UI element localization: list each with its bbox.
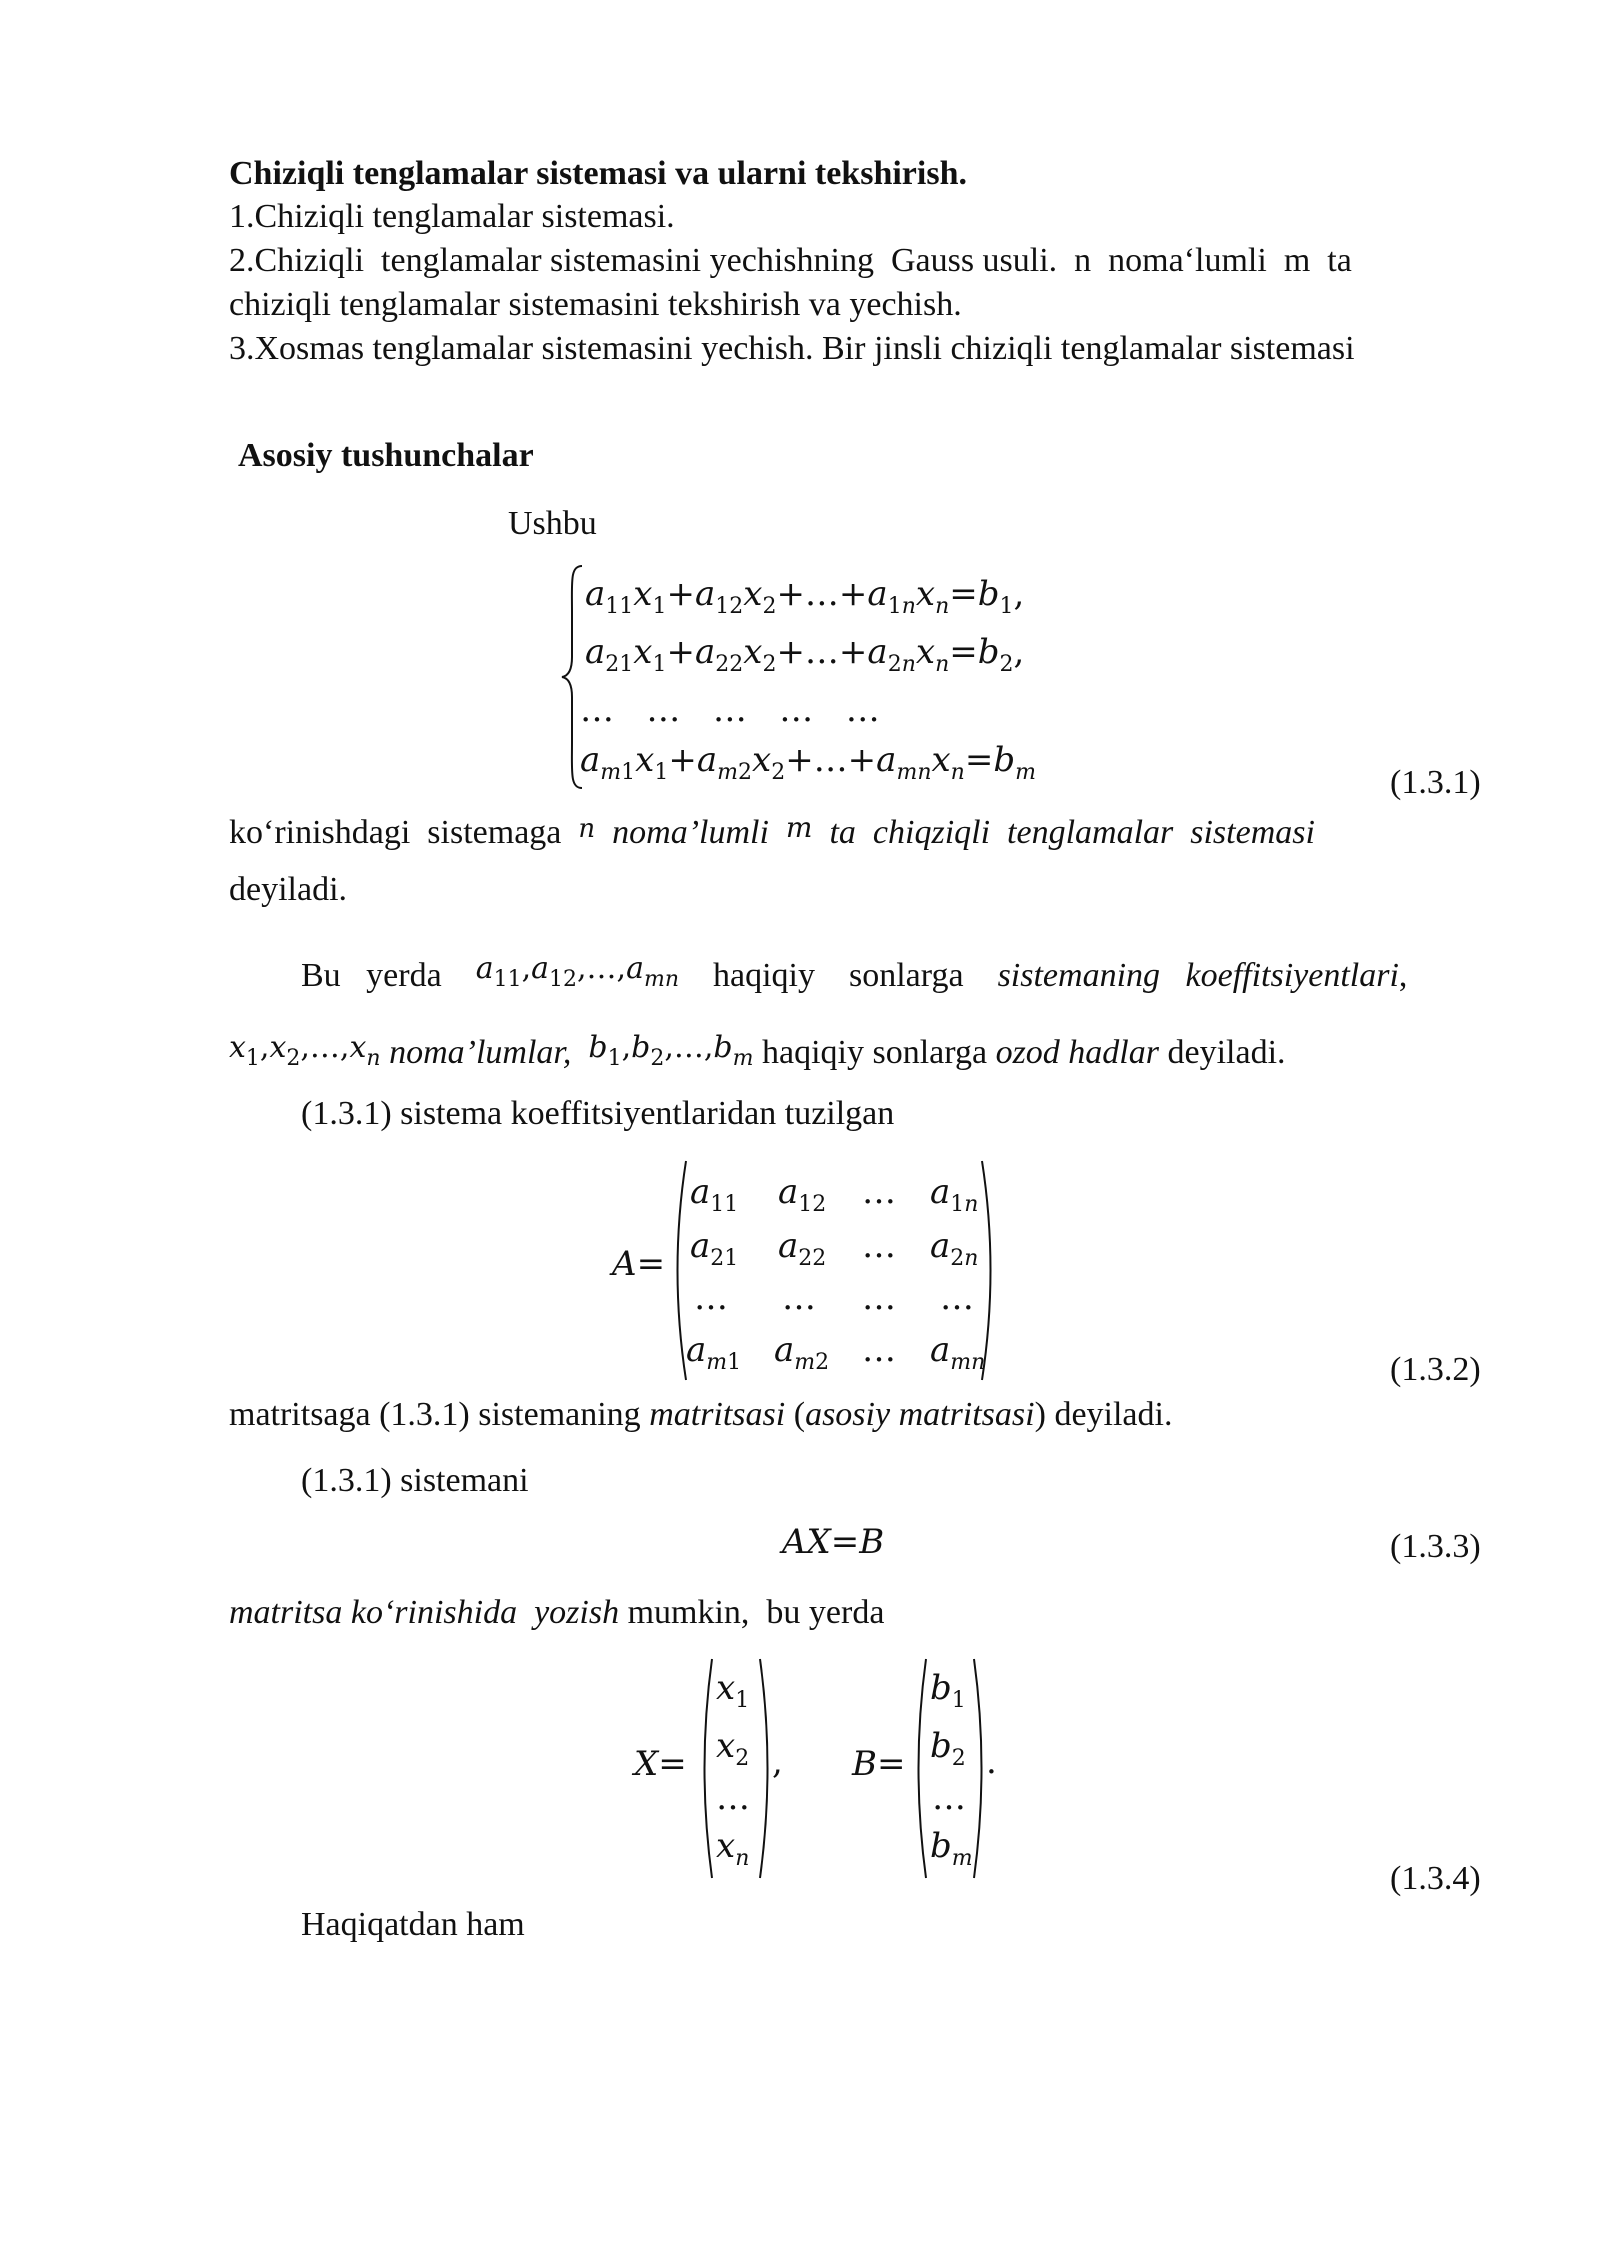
p4-text-a: matritsaga (1.3.1) sistemaning (229, 1396, 641, 1433)
unknowns-list: $x_1,x_2,\dots,x_n$ (229, 1030, 381, 1071)
vector-b-2: $b_2$ (930, 1726, 966, 1771)
p4-text-b: matritsasi (649, 1396, 786, 1433)
system-row-2: $a_{21}x_1+a_{22}x_2+\dots+a_{2n}x_n=b_2$, (585, 632, 1025, 677)
equation-ax-b: AX=B (782, 1522, 885, 1562)
matrix-a-row-1: $a_{11}$ (690, 1172, 739, 1217)
p1-text-b: noma’lumli (612, 814, 769, 851)
matrix-a-cell-12: $a_{12}$ (778, 1172, 827, 1217)
vector-x-n: $x_n$ (716, 1826, 750, 1871)
matrix-a-cell-2n: $a_{2n}$ (930, 1226, 979, 1271)
matrix-a-cell-1n: $a_{1n}$ (930, 1172, 979, 1217)
coeff-list: $a_{11},a_{12},\dots,a_{mn}$ (475, 951, 680, 992)
p2-text-b: haqiqiy sonlarga (713, 957, 964, 994)
vector-b-m: $b_m$ (930, 1826, 973, 1871)
ushbu-text: Ushbu (508, 505, 597, 542)
matrix-a-cell-m2: $a_{m2}$ (774, 1330, 830, 1375)
p1-var-m: m (785, 811, 813, 844)
plan-item-1: 1.Chiziqli tenglamalar sistemasi. (229, 198, 675, 235)
matrix-a-label: A= (612, 1244, 666, 1284)
equation-number-3: (1.3.3) (1390, 1528, 1481, 1565)
paragraph-6 (229, 1592, 884, 1634)
plan-item-3: 3.Xosmas tenglamalar sistemasini yechish. Bir jinsli chiziqli tenglamalar sistemasi (229, 330, 1355, 367)
p2-text-a: Bu yerda (301, 957, 442, 994)
vector-x-2: $x_2$ (716, 1726, 750, 1771)
vector-b-left-paren (908, 1656, 930, 1881)
matrix-a-row-m: $a_{m1}$ (686, 1330, 742, 1375)
matrix-a-row-dots-2: … (782, 1278, 816, 1318)
p6-text-a: matritsa ko‘rinishida yozish (229, 1594, 620, 1631)
p1-text-c: ta chiqziqli tenglamalar sistemasi (829, 814, 1315, 851)
vector-b-dots: … (932, 1778, 966, 1818)
system-row-dots: … … … … … (580, 690, 880, 730)
p2-text-d: noma’lumlar, (389, 1034, 572, 1071)
paragraph-1-line-1 (229, 807, 1315, 854)
system-row-m: $a_{m1}x_1+a_{m2}x_2+\dots+a_{mn}x_n=b_m$ (580, 740, 1036, 785)
matrix-a-cell-2dots: … (862, 1226, 896, 1266)
matrix-a-cell-1dots: … (862, 1172, 896, 1212)
p2-text-c: sistemaning koeffitsiyentlari (997, 957, 1399, 994)
system-row-1: $a_{11}x_1+a_{12}x_2+\dots+a_{1n}x_n=b_1$, (585, 574, 1025, 619)
p6-text-b: mumkin, bu yerda (627, 1594, 885, 1631)
matrix-a-cell-mn: $a_{mn}$ (930, 1330, 986, 1375)
paragraph-4: matritsaga (1.3.1) sistemaning matritsasi (asosiy matritsasi) deyiladi. (229, 1396, 1173, 1433)
p2-text-g: deyiladi. (1167, 1034, 1286, 1071)
paragraph-2-line-2 (229, 1027, 1286, 1074)
p2-text-e: haqiqiy sonlarga (762, 1034, 988, 1071)
section-title: Asosiy tushunchalar (238, 437, 534, 474)
matrix-a-row-dots-3: … (862, 1278, 896, 1318)
paragraph-5: (1.3.1) sistemani (301, 1462, 529, 1499)
matrix-a-row-dots-1: … (694, 1278, 728, 1318)
vector-b-1: $b_1$ (930, 1668, 966, 1713)
p4-text-c: asosiy matritsasi (805, 1396, 1035, 1433)
p1-text-a: ko‘rinishdagi sistemaga (229, 814, 562, 851)
p4-text-d: deyiladi. (1054, 1396, 1173, 1433)
document-heading: Chiziqli tenglamalar sistemasi va ularni tekshirish. (229, 155, 967, 192)
free-terms-list: $b_1,b_2,\dots,b_m$ (588, 1030, 754, 1071)
paragraph-7: Haqiqatdan ham (301, 1906, 525, 1943)
paragraph-3: (1.3.1) sistema koeffitsiyentlaridan tuzilgan (301, 1095, 895, 1132)
equation-number-1: (1.3.1) (1390, 764, 1481, 801)
vector-x-1: $x_1$ (716, 1668, 750, 1713)
vector-b-label: B= (852, 1744, 906, 1784)
matrix-a-cell-22: $a_{22}$ (778, 1226, 827, 1271)
vector-x-left-paren (694, 1656, 716, 1881)
matrix-a-row-dots-4: … (940, 1278, 974, 1318)
vector-x-comma: , (772, 1742, 783, 1782)
paragraph-1-line-2: deyiladi. (229, 871, 348, 908)
plan-item-2: 2.Chiziqli tenglamalar sistemasini yechishning Gauss usuli. n noma‘lumli m ta (229, 242, 1352, 279)
equation-number-4: (1.3.4) (1390, 1860, 1481, 1897)
plan-item-2-cont: chiziqli tenglamalar sistemasini tekshirish va yechish. (229, 286, 962, 323)
paragraph-2-line-1: Bu yerda $a_{11},a_{12},\dots,a_{mn}$ haqiqiy sonlarga sistemaning koeffitsiyentlari, (301, 951, 1408, 994)
equation-number-2: (1.3.2) (1390, 1351, 1481, 1388)
matrix-a-cell-mdots: … (862, 1330, 896, 1370)
matrix-a-row-2: $a_{21}$ (690, 1226, 739, 1271)
vector-x-label: X= (634, 1744, 687, 1784)
p1-var-n: n (578, 814, 596, 844)
vector-x-dots: … (716, 1778, 750, 1818)
vector-b-period: . (986, 1742, 997, 1782)
p2-text-f: ozod hadlar (995, 1034, 1159, 1071)
